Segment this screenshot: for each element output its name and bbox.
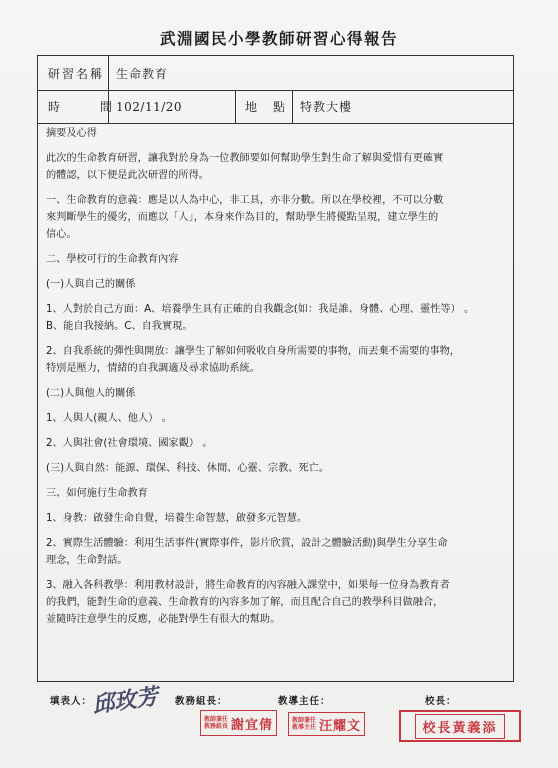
item-line: 1、身教：啟發生命自覺，培養生命智慧，啟發多元智慧。 <box>46 513 308 524</box>
item-line: 並隨時注意學生的反應，必能對學生有很大的幫助。 <box>46 614 281 625</box>
report-title: 武淵國民小學教師研習心得報告 <box>159 29 398 48</box>
director-stamp <box>288 712 365 736</box>
section1-line: 信心。 <box>46 229 77 240</box>
item-line: 特別是壓力，情緒的自我調適及尋求協助系統。 <box>46 363 260 374</box>
divider <box>235 90 236 123</box>
time-label-b: 間 <box>100 100 113 114</box>
item-line: 1、人與人(親人、他人） 。 <box>46 413 172 424</box>
item-line: 2、自我系統的彈性與開放：讓學生了解如何吸收自身所需要的事物，而丟棄不需要的事物， <box>46 346 460 357</box>
section1-line: 一、生命教育的意義：應是以人為中心，非工具，亦非分數。所以在學校裡，不可以分數 <box>46 195 444 206</box>
summary-heading: 摘要及心得 <box>46 128 97 139</box>
report-form <box>37 55 514 682</box>
subsection-heading: (三)人與自然：能源、環保、科技、休閒、心靈、宗教、死亡。 <box>46 463 330 474</box>
stamp-small-text: 教導主任 <box>292 724 317 731</box>
place-label-a: 地 <box>245 100 258 114</box>
item-line: 理念，生命對話。 <box>46 555 128 566</box>
divider <box>108 90 109 123</box>
group-leader-stamp <box>200 710 277 736</box>
item-line: 1、人對於自己方面：A、培養學生具有正確的自我觀念(如：我是誰、身體、心理、靈性等） 。 <box>46 304 475 315</box>
place-value: 特教大樓 <box>300 100 353 114</box>
filler-signature: 邱玫芳 <box>90 683 160 719</box>
stamp-small-text: 教師兼任 <box>292 717 317 724</box>
stamp-small-text: 教務組長 <box>204 723 229 730</box>
divider <box>292 90 293 123</box>
item-line: 2、人與社會(社會環境、國家觀） 。 <box>46 438 213 449</box>
principal-stamp-text: 校長黃義添 <box>415 714 504 739</box>
subsection-heading: (一)人與自己的關係 <box>46 279 136 290</box>
filler-label: 填表人： <box>50 696 93 707</box>
divider <box>108 56 109 90</box>
item-line: B、能自我接納。C、自我實現。 <box>46 321 193 332</box>
place-label-b: 點 <box>273 100 286 114</box>
principal-stamp <box>399 710 521 742</box>
section2-heading: 二、學校可行的生命教育內容 <box>46 254 179 265</box>
signature-footer <box>0 683 558 758</box>
report-body <box>46 123 510 628</box>
item-line: 2、實際生活體驗：利用生活事件(實際事件，影片欣賞，設計之體驗活動)與學生分享生命 <box>46 538 448 549</box>
section1-line: 來判斷學生的優劣，而應以「人」，本身來作為目的，幫助學生將優點呈現，建立學生的 <box>46 212 439 223</box>
subsection-heading: (二)人與他人的關係 <box>46 388 136 399</box>
group-leader-label: 教務組長： <box>175 696 228 707</box>
topic-value: 生命教育 <box>116 66 169 81</box>
topic-row <box>38 56 513 91</box>
section3-heading: 三、如何施行生命教育 <box>46 488 148 499</box>
item-line: 3、融入各科教學：利用教材設計，將生命教育的內容融入課堂中，如果每一位身為教育者 <box>46 580 450 591</box>
principal-label: 校長： <box>425 696 457 707</box>
item-line: 的我們，能對生命的意義、生命教育的內容多加了解，而且配合自己的教學科目做融合， <box>46 597 444 608</box>
topic-label: 研習名稱 <box>48 66 105 81</box>
stamp-name: 謝宜倩 <box>231 717 274 733</box>
time-place-row <box>38 90 513 124</box>
stamp-name: 汪耀文 <box>319 718 362 734</box>
intro-line: 此次的生命教育研習，讓我對於身為一位教師要如何幫助學生對生命了解與愛惜有更確實 <box>46 153 444 164</box>
date-value: 102/11/20 <box>116 99 183 114</box>
stamp-small-text: 教師兼任 <box>204 716 229 723</box>
director-label: 教導主任： <box>278 696 331 707</box>
intro-line: 的體認，以下便是此次研習的所得。 <box>46 170 209 181</box>
time-label-a: 時 <box>48 100 61 114</box>
